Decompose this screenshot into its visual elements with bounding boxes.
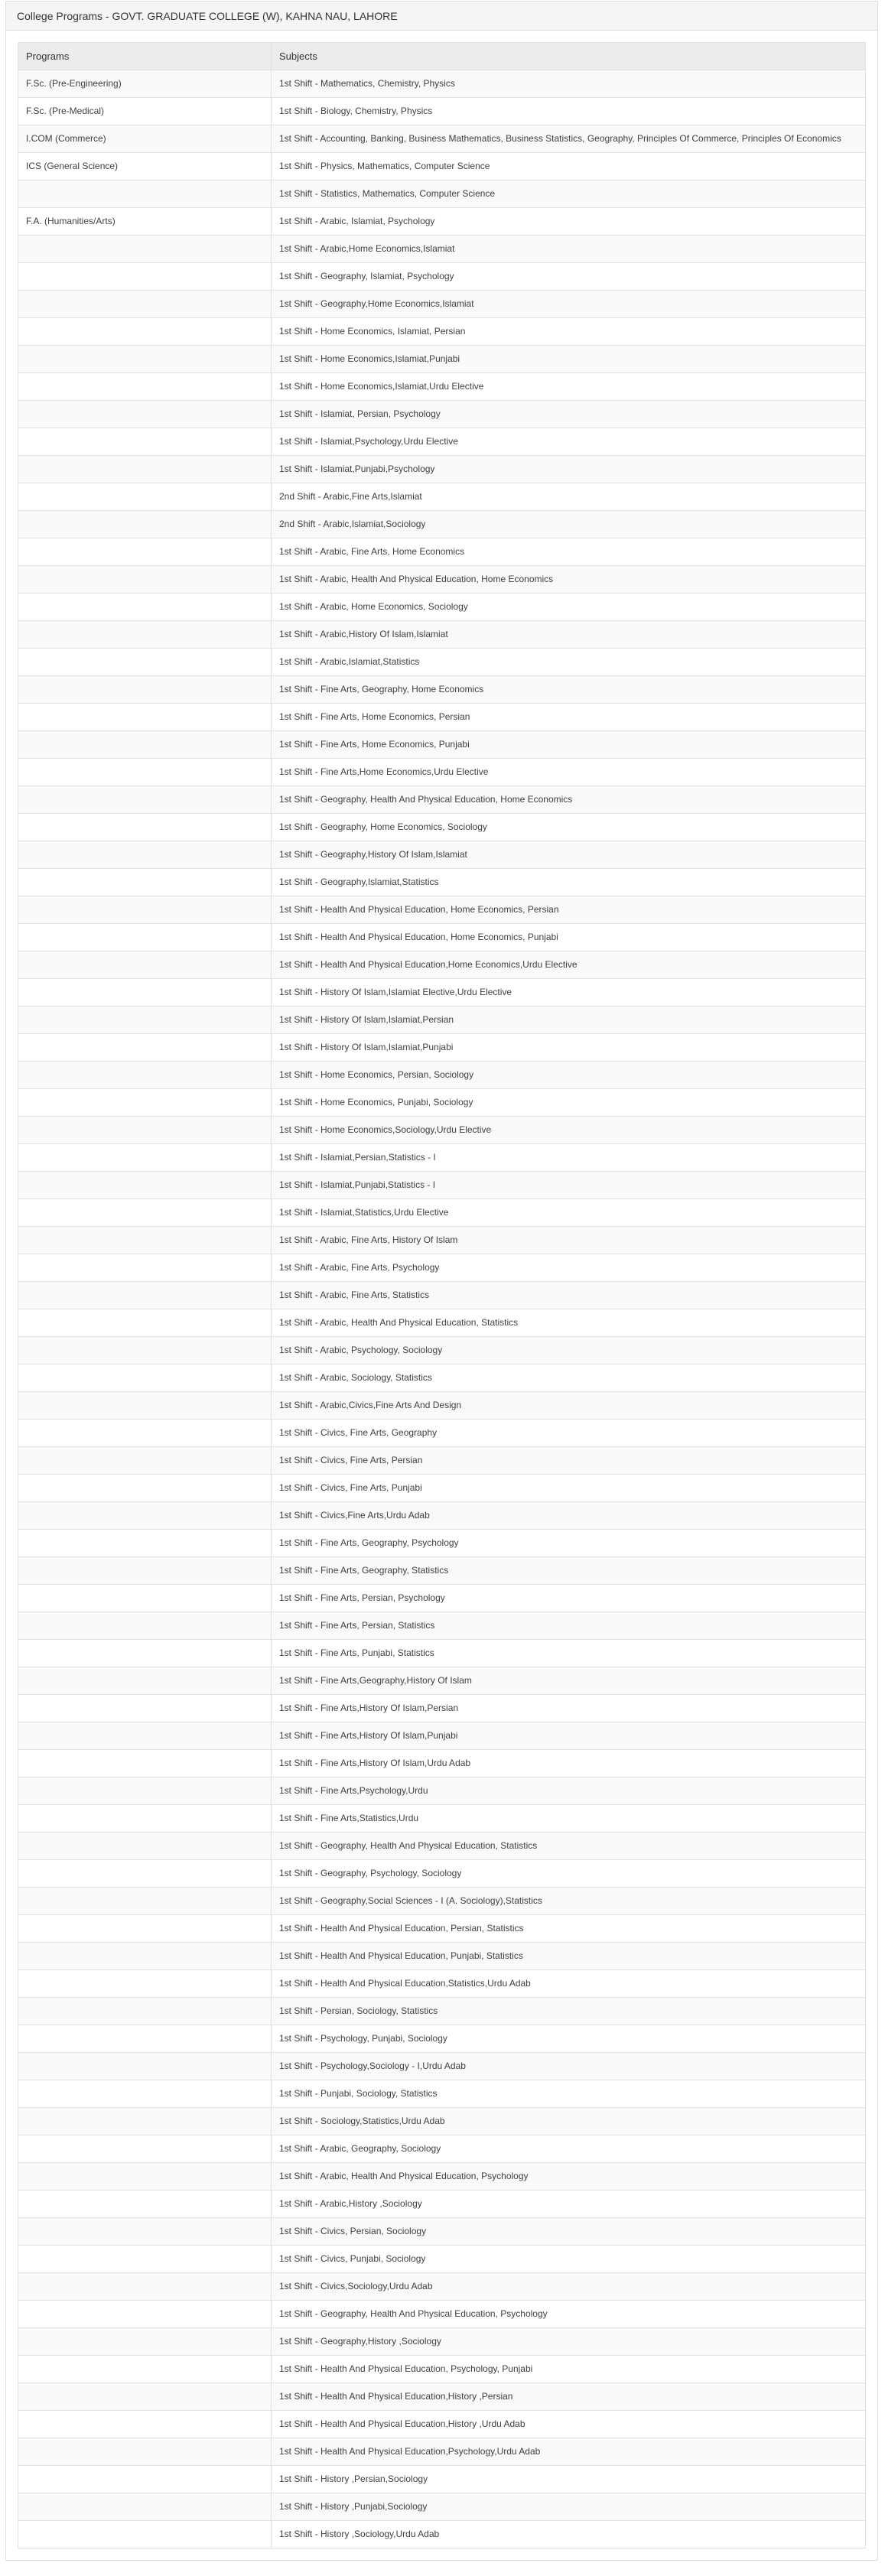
program-cell [18,2466,272,2493]
table-row [18,2080,866,2108]
subjects-cell: 1st Shift - Geography,Social Sciences - I (A. Sociology),Statistics [272,1888,866,1915]
subjects-cell: 1st Shift - Fine Arts, Geography, Statistics [272,1557,866,1585]
subjects-cell: 1st Shift - Geography, Home Economics, Sociology [272,814,866,841]
subjects-cell: 1st Shift - Arabic,Home Economics,Islamiat [272,236,866,263]
table-row [18,401,866,428]
program-cell [18,401,272,428]
program-cell [18,1970,272,1998]
subjects-cell: 1st Shift - Civics,Fine Arts,Urdu Adab [272,1502,866,1530]
program-cell [18,1888,272,1915]
table-row [18,1172,866,1199]
program-cell [18,1557,272,1585]
table-row [18,1364,866,1392]
table-row [18,1089,866,1117]
table-row [18,1722,866,1750]
table-row [18,1227,866,1254]
program-cell [18,979,272,1007]
programs-table [18,42,866,2548]
program-cell [18,1144,272,1172]
table-row [18,1337,866,1364]
subjects-cell: 1st Shift - Civics, Fine Arts, Persian [272,1447,866,1475]
subjects-cell: 1st Shift - Sociology,Statistics,Urdu Adab [272,2108,866,2135]
subjects-cell: 1st Shift - Arabic,Islamiat,Statistics [272,649,866,676]
program-cell [18,511,272,538]
subjects-cell: 1st Shift - Home Economics, Islamiat, Persian [272,318,866,346]
program-cell [18,1420,272,1447]
program-cell: F.A. (Humanities/Arts) [18,208,272,236]
subjects-cell: 1st Shift - Home Economics,Islamiat,Punjabi [272,346,866,373]
program-cell [18,896,272,924]
table-row [18,2356,866,2383]
table-row [18,1254,866,1282]
subjects-cell: 1st Shift - Health And Physical Education, Psychology, Punjabi [272,2356,866,2383]
program-cell [18,814,272,841]
table-row [18,924,866,951]
subjects-cell: 1st Shift - Geography, Psychology, Sociology [272,1860,866,1888]
program-cell [18,2080,272,2108]
table-row [18,483,866,511]
table-row [18,2521,866,2548]
table-row [18,236,866,263]
subjects-cell: 1st Shift - Health And Physical Education,History ,Urdu Adab [272,2411,866,2438]
table-row [18,2218,866,2246]
table-row [18,2466,866,2493]
subjects-cell: 1st Shift - Arabic,History ,Sociology [272,2191,866,2218]
table-row [18,676,866,704]
table-row [18,2053,866,2080]
program-cell [18,2301,272,2328]
program-cell [18,1805,272,1833]
table-row [18,649,866,676]
subjects-cell: 1st Shift - Mathematics, Chemistry, Physics [272,70,866,98]
subjects-cell: 1st Shift - Arabic, Health And Physical Education, Psychology [272,2163,866,2191]
table-row [18,1888,866,1915]
program-cell [18,1254,272,1282]
subjects-cell: 1st Shift - Health And Physical Education, Home Economics, Persian [272,896,866,924]
table-row [18,2246,866,2273]
table-row [18,2273,866,2301]
table-row [18,1034,866,1062]
program-cell [18,1282,272,1309]
subjects-cell: 1st Shift - Home Economics, Persian, Sociology [272,1062,866,1089]
subjects-cell: 1st Shift - Geography, Health And Physical Education, Statistics [272,1833,866,1860]
subjects-cell: 1st Shift - Fine Arts,Statistics,Urdu [272,1805,866,1833]
subjects-cell: 1st Shift - Arabic, Fine Arts, History Of Islam [272,1227,866,1254]
subjects-cell: 1st Shift - Islamiat,Punjabi,Psychology [272,456,866,483]
table-header-row [18,43,866,70]
table-row [18,869,866,896]
subjects-cell: 1st Shift - Health And Physical Education, Persian, Statistics [272,1915,866,1943]
program-cell [18,2108,272,2135]
program-cell [18,1530,272,1557]
table-row [18,1750,866,1778]
subjects-cell: 1st Shift - Geography,Islamiat,Statistics [272,869,866,896]
table-row [18,318,866,346]
program-cell [18,2191,272,2218]
program-cell [18,1364,272,1392]
program-cell [18,1007,272,1034]
subjects-cell: 1st Shift - Geography,History Of Islam,Islamiat [272,841,866,869]
table-row [18,208,866,236]
subjects-cell: 1st Shift - Psychology, Punjabi, Sociology [272,2025,866,2053]
table-row [18,2135,866,2163]
program-cell [18,1034,272,1062]
table-row [18,1695,866,1722]
program-cell [18,1502,272,1530]
program-cell [18,2273,272,2301]
subjects-cell: 1st Shift - Islamiat, Persian, Psychology [272,401,866,428]
table-row [18,1282,866,1309]
program-cell [18,1640,272,1667]
program-cell [18,2411,272,2438]
subjects-cell: 1st Shift - Punjabi, Sociology, Statistics [272,2080,866,2108]
table-row [18,1062,866,1089]
table-row [18,621,866,649]
program-cell [18,1117,272,1144]
program-cell [18,2025,272,2053]
subjects-cell: 1st Shift - Islamiat,Persian,Statistics - I [272,1144,866,1172]
table-row [18,1309,866,1337]
subjects-cell: 1st Shift - Geography, Health And Physical Education, Home Economics [272,786,866,814]
table-row [18,759,866,786]
panel-body [6,31,877,2560]
table-row [18,373,866,401]
program-cell [18,704,272,731]
subjects-cell: 1st Shift - Fine Arts,Geography,History Of Islam [272,1667,866,1695]
program-cell [18,1860,272,1888]
subjects-cell: 1st Shift - Civics, Fine Arts, Geography [272,1420,866,1447]
subjects-cell: 1st Shift - Health And Physical Education,History ,Persian [272,2383,866,2411]
program-cell [18,1612,272,1640]
table-row [18,346,866,373]
subjects-cell: 1st Shift - Persian, Sociology, Statistics [272,1998,866,2025]
program-cell [18,759,272,786]
college-programs-panel [5,1,878,2561]
table-row [18,511,866,538]
program-cell [18,2356,272,2383]
subjects-cell: 1st Shift - Fine Arts,History Of Islam,Persian [272,1695,866,1722]
subjects-cell: 1st Shift - Arabic, Fine Arts, Home Economics [272,538,866,566]
subjects-cell: 1st Shift - Arabic,Civics,Fine Arts And Design [272,1392,866,1420]
program-cell [18,1062,272,1089]
page-title: College Programs - GOVT. GRADUATE COLLEGE (W), KAHNA NAU, LAHORE [6,2,877,31]
subjects-cell: 1st Shift - Health And Physical Education,Psychology,Urdu Adab [272,2438,866,2466]
program-cell [18,483,272,511]
table-row [18,841,866,869]
table-row [18,428,866,456]
subjects-cell: 1st Shift - Psychology,Sociology - I,Urdu Adab [272,2053,866,2080]
table-row [18,1970,866,1998]
table-row [18,2025,866,2053]
subjects-cell: 1st Shift - History Of Islam,Islamiat,Persian [272,1007,866,1034]
table-row [18,1447,866,1475]
program-cell [18,1447,272,1475]
program-cell [18,2246,272,2273]
table-row [18,1860,866,1888]
subjects-cell: 1st Shift - History ,Persian,Sociology [272,2466,866,2493]
program-cell [18,1778,272,1805]
subjects-cell: 1st Shift - Civics, Fine Arts, Punjabi [272,1475,866,1502]
program-cell [18,373,272,401]
subjects-cell: 1st Shift - Civics, Punjabi, Sociology [272,2246,866,2273]
table-row [18,1998,866,2025]
program-cell [18,649,272,676]
table-row [18,2493,866,2521]
program-cell [18,786,272,814]
table-row [18,1475,866,1502]
subjects-cell: 1st Shift - Geography,History ,Sociology [272,2328,866,2356]
subjects-cell: 1st Shift - Islamiat,Statistics,Urdu Elective [272,1199,866,1227]
table-row [18,1778,866,1805]
column-header-programs: Programs [18,43,272,70]
column-header-subjects: Subjects [272,43,866,70]
table-row [18,1833,866,1860]
subjects-cell: 1st Shift - Health And Physical Education,Home Economics,Urdu Elective [272,951,866,979]
subjects-cell: 1st Shift - Fine Arts, Geography, Psychology [272,1530,866,1557]
subjects-cell: 1st Shift - Health And Physical Education, Home Economics, Punjabi [272,924,866,951]
table-row [18,70,866,98]
subjects-cell: 1st Shift - History Of Islam,Islamiat Elective,Urdu Elective [272,979,866,1007]
table-row [18,1199,866,1227]
subjects-cell: 1st Shift - Islamiat,Psychology,Urdu Elective [272,428,866,456]
program-cell [18,924,272,951]
subjects-cell: 1st Shift - Home Economics,Sociology,Urdu Elective [272,1117,866,1144]
table-row [18,1530,866,1557]
program-cell [18,1695,272,1722]
program-cell [18,2383,272,2411]
table-body [18,70,866,2548]
table-row [18,538,866,566]
subjects-cell: 1st Shift - Islamiat,Punjabi,Statistics - I [272,1172,866,1199]
table-row [18,594,866,621]
table-row [18,1007,866,1034]
subjects-cell: 1st Shift - Geography, Health And Physical Education, Psychology [272,2301,866,2328]
table-row [18,1557,866,1585]
table-row [18,1585,866,1612]
program-cell [18,428,272,456]
table-row [18,1640,866,1667]
subjects-cell: 1st Shift - Civics,Sociology,Urdu Adab [272,2273,866,2301]
subjects-cell: 1st Shift - Civics, Persian, Sociology [272,2218,866,2246]
program-cell: F.Sc. (Pre-Engineering) [18,70,272,98]
table-row [18,786,866,814]
program-cell [18,2163,272,2191]
program-cell [18,951,272,979]
table-row [18,181,866,208]
table-row [18,1420,866,1447]
table-row [18,2301,866,2328]
program-cell [18,1722,272,1750]
program-cell [18,318,272,346]
program-cell [18,566,272,594]
program-cell [18,236,272,263]
program-cell [18,869,272,896]
table-row [18,2411,866,2438]
program-cell [18,1915,272,1943]
program-cell [18,676,272,704]
program-cell [18,1227,272,1254]
table-row [18,704,866,731]
table-row [18,566,866,594]
subjects-cell: 1st Shift - Statistics, Mathematics, Computer Science [272,181,866,208]
program-cell [18,2493,272,2521]
program-cell: F.Sc. (Pre-Medical) [18,98,272,125]
subjects-cell: 2nd Shift - Arabic,Islamiat,Sociology [272,511,866,538]
subjects-cell: 1st Shift - Home Economics,Islamiat,Urdu Elective [272,373,866,401]
program-cell [18,538,272,566]
table-row [18,1612,866,1640]
table-row [18,896,866,924]
program-cell [18,1199,272,1227]
table-row [18,153,866,181]
program-cell: ICS (General Science) [18,153,272,181]
program-cell [18,1089,272,1117]
table-row [18,1392,866,1420]
subjects-cell: 1st Shift - Fine Arts,Psychology,Urdu [272,1778,866,1805]
subjects-cell: 1st Shift - Arabic, Fine Arts, Statistics [272,1282,866,1309]
program-cell [18,1392,272,1420]
subjects-cell: 1st Shift - Fine Arts, Punjabi, Statistics [272,1640,866,1667]
subjects-cell: 1st Shift - Fine Arts,History Of Islam,Urdu Adab [272,1750,866,1778]
program-cell [18,1750,272,1778]
table-row [18,951,866,979]
program-cell [18,1943,272,1970]
table-row [18,291,866,318]
program-cell [18,181,272,208]
subjects-cell: 1st Shift - Fine Arts, Geography, Home Economics [272,676,866,704]
table-row [18,125,866,153]
program-cell [18,2521,272,2548]
subjects-cell: 1st Shift - Arabic, Geography, Sociology [272,2135,866,2163]
program-cell [18,1833,272,1860]
subjects-cell: 2nd Shift - Arabic,Fine Arts,Islamiat [272,483,866,511]
program-cell [18,1667,272,1695]
subjects-cell: 1st Shift - Arabic, Health And Physical Education, Home Economics [272,566,866,594]
subjects-cell: 1st Shift - Home Economics, Punjabi, Sociology [272,1089,866,1117]
table-row [18,1943,866,1970]
subjects-cell: 1st Shift - Physics, Mathematics, Computer Science [272,153,866,181]
program-cell [18,841,272,869]
table-row [18,1502,866,1530]
subjects-cell: 1st Shift - Arabic, Fine Arts, Psychology [272,1254,866,1282]
subjects-cell: 1st Shift - History ,Sociology,Urdu Adab [272,2521,866,2548]
subjects-cell: 1st Shift - Geography, Islamiat, Psychology [272,263,866,291]
table-row [18,1117,866,1144]
table-row [18,2108,866,2135]
subjects-cell: 1st Shift - Accounting, Banking, Business Mathematics, Business Statistics, Geography, Principles Of Commerce, Principles Of Economics [272,125,866,153]
program-cell [18,2218,272,2246]
program-cell [18,594,272,621]
subjects-cell: 1st Shift - Biology, Chemistry, Physics [272,98,866,125]
table-row [18,2438,866,2466]
program-cell [18,2328,272,2356]
subjects-cell: 1st Shift - Geography,Home Economics,Islamiat [272,291,866,318]
program-cell [18,731,272,759]
program-cell [18,1585,272,1612]
table-row [18,98,866,125]
table-row [18,814,866,841]
subjects-cell: 1st Shift - Fine Arts, Home Economics, Punjabi [272,731,866,759]
program-cell [18,621,272,649]
subjects-cell: 1st Shift - Fine Arts, Persian, Statistics [272,1612,866,1640]
table-row [18,2163,866,2191]
table-row [18,456,866,483]
program-cell [18,1309,272,1337]
program-cell [18,2053,272,2080]
subjects-cell: 1st Shift - Fine Arts,Home Economics,Urdu Elective [272,759,866,786]
program-cell [18,1337,272,1364]
program-cell [18,1172,272,1199]
table-row [18,2383,866,2411]
table-row [18,731,866,759]
table-row [18,2328,866,2356]
subjects-cell: 1st Shift - Arabic, Sociology, Statistics [272,1364,866,1392]
table-row [18,1805,866,1833]
subjects-cell: 1st Shift - Arabic, Health And Physical Education, Statistics [272,1309,866,1337]
subjects-cell: 1st Shift - Arabic,History Of Islam,Islamiat [272,621,866,649]
subjects-cell: 1st Shift - Fine Arts,History Of Islam,Punjabi [272,1722,866,1750]
subjects-cell: 1st Shift - Arabic, Islamiat, Psychology [272,208,866,236]
table-row [18,1144,866,1172]
program-cell: I.COM (Commerce) [18,125,272,153]
table-row [18,263,866,291]
program-cell [18,2438,272,2466]
subjects-cell: 1st Shift - Arabic, Home Economics, Sociology [272,594,866,621]
program-cell [18,263,272,291]
program-cell [18,291,272,318]
program-cell [18,346,272,373]
table-row [18,979,866,1007]
subjects-cell: 1st Shift - Health And Physical Education,Statistics,Urdu Adab [272,1970,866,1998]
program-cell [18,2135,272,2163]
subjects-cell: 1st Shift - History Of Islam,Islamiat,Punjabi [272,1034,866,1062]
subjects-cell: 1st Shift - Arabic, Psychology, Sociology [272,1337,866,1364]
program-cell [18,1475,272,1502]
subjects-cell: 1st Shift - Fine Arts, Persian, Psychology [272,1585,866,1612]
table-row [18,2191,866,2218]
table-row [18,1915,866,1943]
subjects-cell: 1st Shift - History ,Punjabi,Sociology [272,2493,866,2521]
table-row [18,1667,866,1695]
program-cell [18,456,272,483]
program-cell [18,1998,272,2025]
subjects-cell: 1st Shift - Health And Physical Education, Punjabi, Statistics [272,1943,866,1970]
subjects-cell: 1st Shift - Fine Arts, Home Economics, Persian [272,704,866,731]
